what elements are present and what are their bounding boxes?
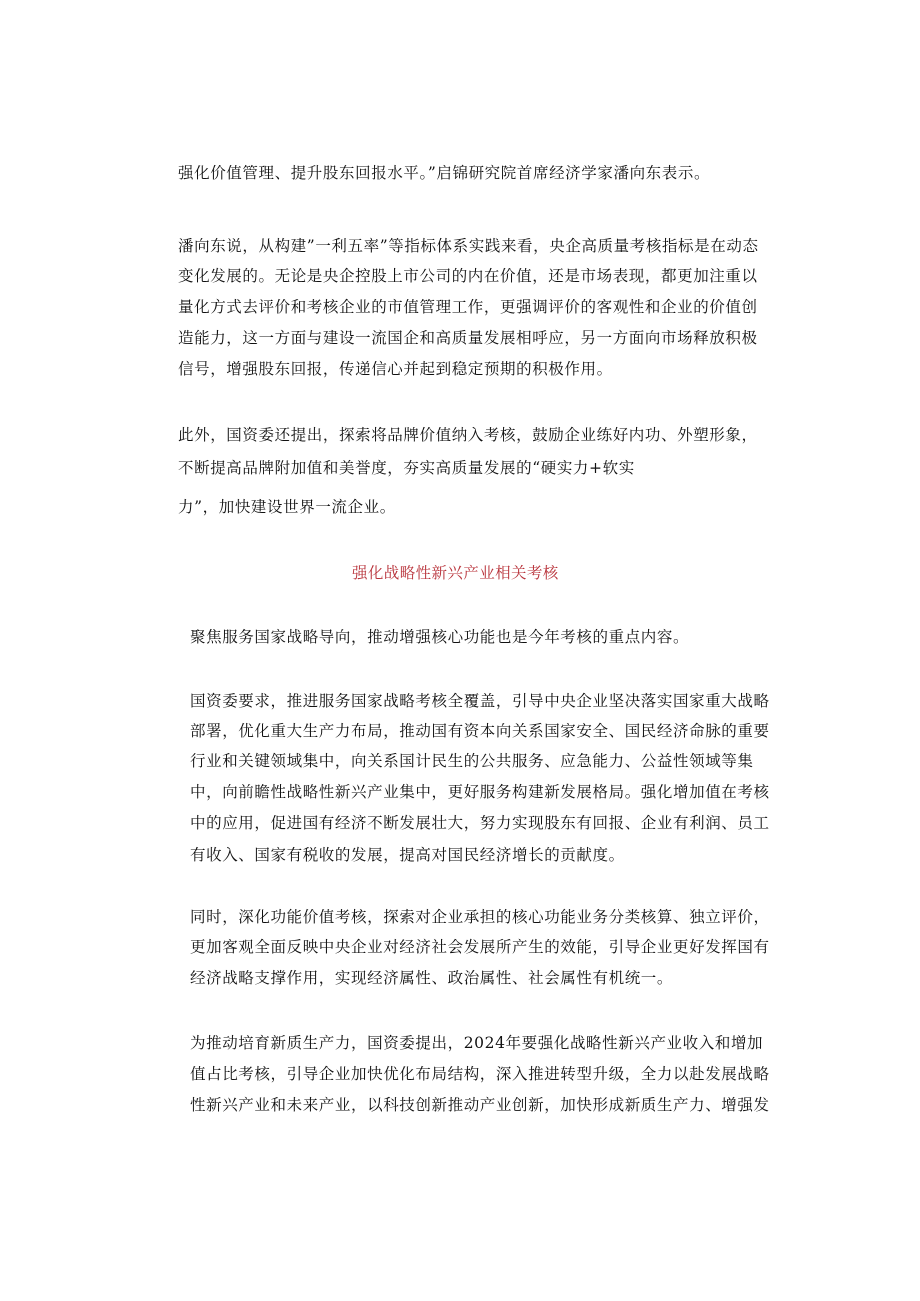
paragraph-line: 不断提高品牌附加值和美誉度，夯实高质量发展的“硬实力+软实 [178, 459, 635, 477]
paragraph-line: 同时，深化功能价值考核，探索对企业承担的核心功能业务分类核算、独立评价， [190, 908, 770, 926]
paragraph-line: 强化价值管理、提升股东回报水平。”启锦研究院首席经济学家潘向东表示。 [178, 164, 711, 182]
paragraph-line: 中，向前瞻性战略性新兴产业集中，更好服务构建新发展格局。强化增加值在考核 [190, 783, 770, 801]
paragraph-line: 信号，增强股东回报，传递信心并起到稳定预期的积极作用。 [178, 360, 613, 378]
paragraph-line: 部署，优化重大生产力布局，推动国有资本向关系国家安全、国民经济命脉的重要 [190, 722, 770, 740]
paragraph-line: 量化方式去评价和考核企业的市值管理工作，更强调评价的客观性和企业的价值创 [178, 298, 758, 316]
paragraph-line: 造能力，这一方面与建设一流国企和高质量发展相呼应，另一方面向市场释放积极 [178, 329, 758, 347]
paragraph-line: 此外，国资委还提出，探索将品牌价值纳入考核，鼓励企业练好内功、外塑形象， [178, 426, 758, 444]
paragraph-line: 更加客观全面反映中央企业对经济社会发展所产生的效能，引导企业更好发挥国有 [190, 938, 770, 956]
paragraph-line: 行业和关键领域集中，向关系国计民生的公共服务、应急能力、公益性领域等集 [190, 752, 754, 770]
paragraph-line: 力”，加快建设世界一流企业。 [178, 498, 396, 516]
paragraph-line: 有收入、国家有税收的发展，提高对国民经济增长的贡献度。 [190, 846, 625, 864]
section-heading: 强化战略性新兴产业相关考核 [352, 564, 559, 582]
paragraph-line: 为推动培育新质生产力，国资委提出，2024年要强化战略性新兴产业收入和增加 [190, 1034, 764, 1052]
paragraph-line: 变化发展的。无论是央企控股上市公司的内在价值，还是市场表现，都更加注重以 [178, 267, 758, 285]
paragraph-line: 性新兴产业和未来产业，以科技创新推动产业创新，加快形成新质生产力、增强发 [190, 1096, 770, 1114]
paragraph-line: 经济战略支撑作用，实现经济属性、政治属性、社会属性有机统一。 [190, 969, 674, 987]
paragraph-line: 中的应用，促进国有经济不断发展壮大，努力实现股东有回报、企业有利润、员工 [190, 814, 770, 832]
paragraph-line: 潘向东说，从构建”一利五率”等指标体系实践来看，央企高质量考核指标是在动态 [178, 237, 759, 255]
paragraph-line: 值占比考核，引导企业加快优化布局结构，深入推进转型升级，全力以赴发展战略 [190, 1065, 770, 1083]
paragraph-line: 聚焦服务国家战略导向，推动增强核心功能也是今年考核的重点内容。 [190, 628, 690, 646]
paragraph-line: 国资委要求，推进服务国家战略考核全覆盖，引导中央企业坚决落实国家重大战略 [190, 692, 770, 710]
